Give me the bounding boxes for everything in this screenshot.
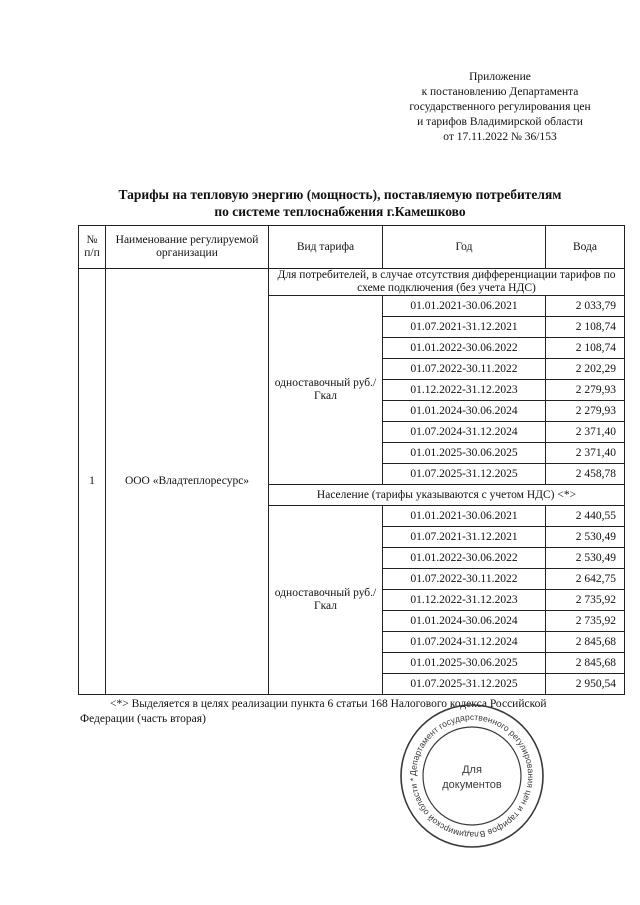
stamp-center-line: Для [462,764,482,776]
appendix-date-line: от 17.11.2022 № 36/153 [443,131,557,143]
value-cell: 2 530,49 [546,527,625,548]
tariff-type-cell: одноставочный руб./Гкал [269,296,383,485]
value-cell: 2 108,74 [546,317,625,338]
period-cell: 01.07.2021-31.12.2021 [383,527,546,548]
value-cell: 2 735,92 [546,590,625,611]
period-cell: 01.07.2025-31.12.2025 [383,674,546,695]
value-cell: 2 642,75 [546,569,625,590]
official-stamp [398,702,546,850]
appendix-header [380,70,620,145]
document-title [80,186,600,220]
period-cell: 01.07.2022-30.11.2022 [383,569,546,590]
period-cell: 01.07.2024-31.12.2024 [383,632,546,653]
period-cell: 01.01.2025-30.06.2025 [383,443,546,464]
period-cell: 01.01.2022-30.06.2022 [383,338,546,359]
section-row [79,269,625,296]
period-cell: 01.12.2022-31.12.2023 [383,380,546,401]
period-cell: 01.01.2021-30.06.2021 [383,506,546,527]
section-title: Для потребителей, в случае отсутствия дифференциации тарифов по схеме подключения (без учета НДС) [269,269,625,296]
value-cell: 2 279,93 [546,380,625,401]
value-cell: 2 108,74 [546,338,625,359]
value-cell: 2 458,78 [546,464,625,485]
tariff-type-cell: одноставочный руб./Гкал [269,506,383,695]
period-cell: 01.12.2022-31.12.2023 [383,590,546,611]
stamp-inner-ring [423,727,521,825]
value-cell: 2 735,92 [546,611,625,632]
footnote-line: Федерации (часть вторая) [80,713,206,725]
period-cell: 01.07.2024-31.12.2024 [383,422,546,443]
value-cell: 2 279,93 [546,401,625,422]
period-cell: 01.01.2024-30.06.2024 [383,611,546,632]
period-cell: 01.01.2022-30.06.2022 [383,548,546,569]
period-cell: 01.01.2025-30.06.2025 [383,653,546,674]
stamp-center-line: документов [442,779,502,791]
appendix-line: к постановлению Департамента [421,86,579,98]
table-header-row [79,226,625,269]
title-line: по системе теплоснабжения г.Камешково [214,204,466,219]
header-year: Год [383,226,546,269]
header-water: Вода [546,226,625,269]
period-cell: 01.07.2021-31.12.2021 [383,317,546,338]
header-type: Вид тарифа [269,226,383,269]
appendix-line: государственного регулирования цен [409,101,591,113]
footnote-line: <*> Выделяется в целях реализации пункта 6 статьи 168 Налогового кодекса Российской [110,698,547,710]
header-num: № п/п [79,226,106,269]
appendix-line: Приложение [469,71,531,83]
period-cell: 01.07.2025-31.12.2025 [383,464,546,485]
section-title: Население (тарифы указываются с учетом НДС) <*> [269,485,625,506]
tariff-table [78,225,625,695]
stamp-ring-text: Департамент государственного регулирования цен и тарифов Владимирской области * [407,711,537,841]
value-cell: 2 845,68 [546,632,625,653]
period-cell: 01.01.2024-30.06.2024 [383,401,546,422]
value-cell: 2 440,55 [546,506,625,527]
period-cell: 01.01.2021-30.06.2021 [383,296,546,317]
title-line: Тарифы на тепловую энергию (мощность), поставляемую потребителям [118,187,562,202]
stamp-outer-ring [401,705,543,847]
organization-cell: ООО «Владтеплоресурс» [106,269,269,695]
value-cell: 2 371,40 [546,443,625,464]
row-number-cell: 1 [79,269,106,695]
header-org: Наименование регулируемой организации [106,226,269,269]
value-cell: 2 530,49 [546,548,625,569]
value-cell: 2 950,54 [546,674,625,695]
appendix-line: и тарифов Владимирской области [417,116,583,128]
value-cell: 2 845,68 [546,653,625,674]
period-cell: 01.07.2022-30.11.2022 [383,359,546,380]
value-cell: 2 033,79 [546,296,625,317]
value-cell: 2 202,29 [546,359,625,380]
value-cell: 2 371,40 [546,422,625,443]
